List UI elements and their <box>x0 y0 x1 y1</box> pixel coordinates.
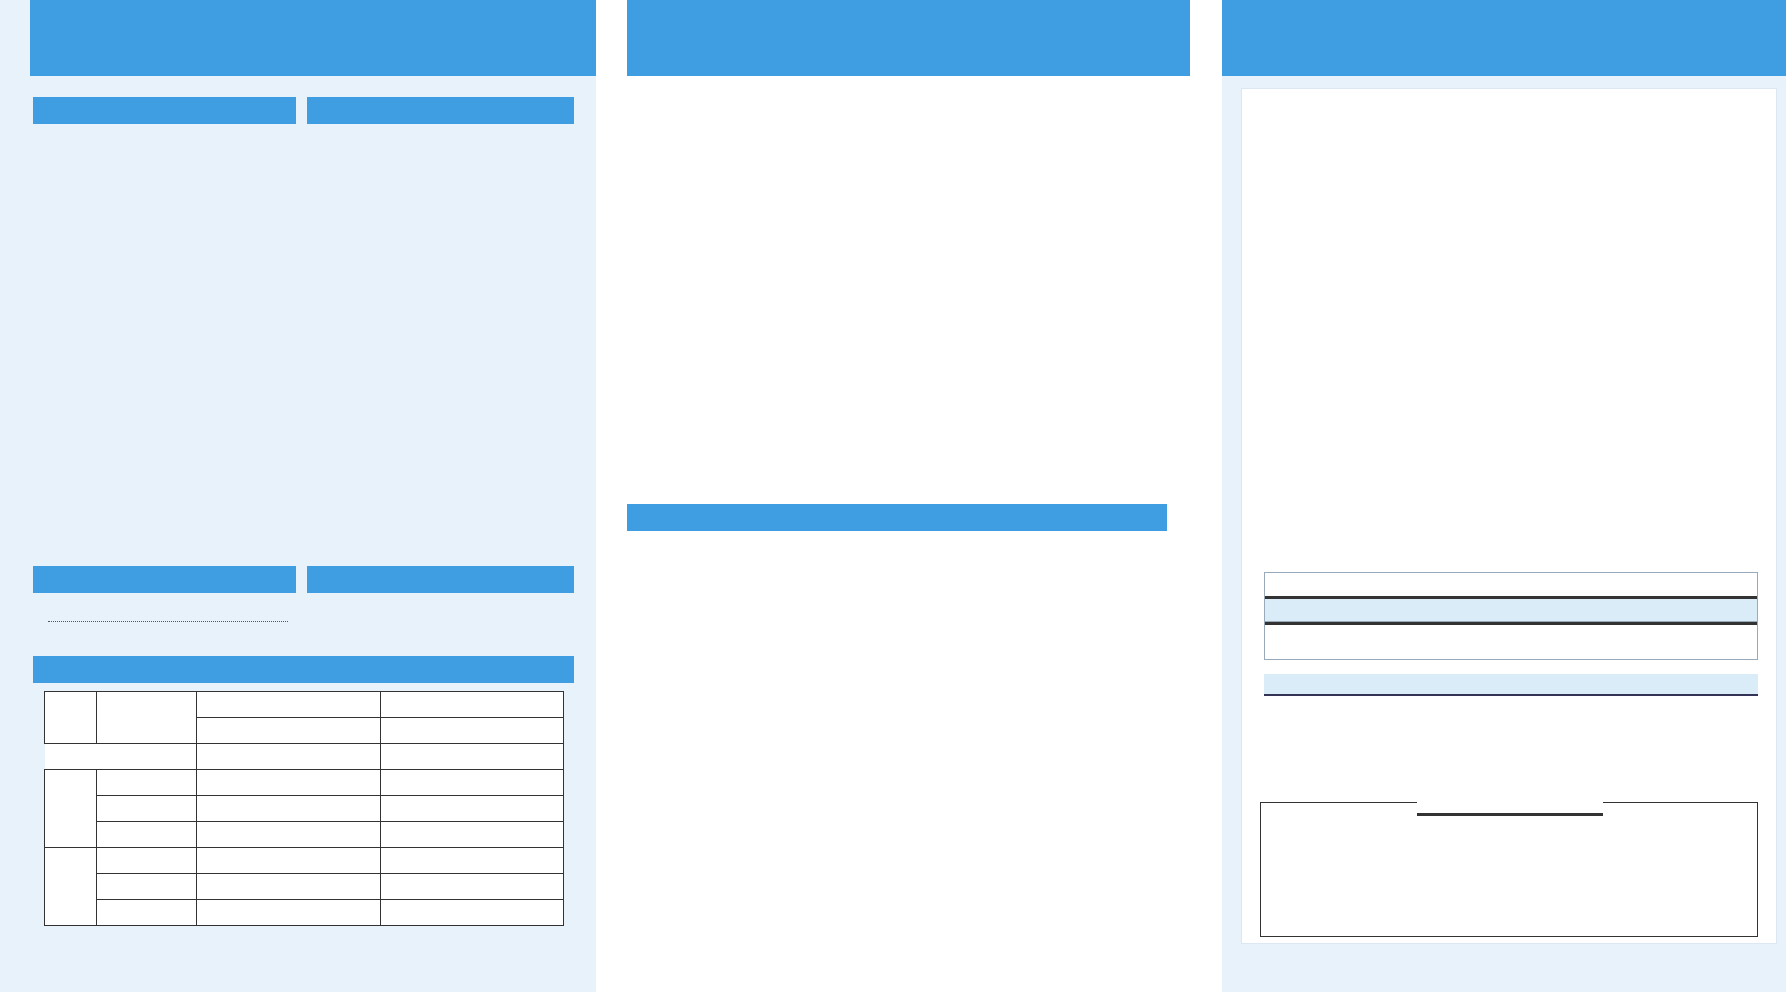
guide-cell <box>197 796 381 822</box>
offering-cell <box>197 900 381 926</box>
sunday-evening-header <box>33 97 296 124</box>
shift-label <box>97 874 197 900</box>
offering-label <box>45 848 97 926</box>
prayer-1st <box>197 692 381 718</box>
offering-cell <box>380 874 564 900</box>
staff-title <box>1417 792 1603 816</box>
prayer-wednesday <box>380 718 564 744</box>
worship-panel <box>0 0 596 992</box>
friday-prayer-header <box>307 566 574 593</box>
dawn-row-sermon <box>44 621 292 622</box>
date-2 <box>380 744 564 770</box>
car-schedule-box <box>1264 572 1758 660</box>
service-committee-header <box>33 656 574 683</box>
offering-cell <box>197 848 381 874</box>
guide-cell <box>197 822 381 848</box>
offering-cell <box>197 874 381 900</box>
prayer-2nd <box>380 692 564 718</box>
offering-panel <box>627 0 1190 992</box>
guide-cell <box>197 770 381 796</box>
prayer-sunday-pm <box>197 718 381 744</box>
zone-report-header <box>627 504 1167 531</box>
guide-cell <box>380 796 564 822</box>
offering-cell <box>380 848 564 874</box>
next-week-prayer-label <box>45 692 97 744</box>
date-1 <box>197 744 381 770</box>
dawn-prayer-header <box>33 566 296 593</box>
guide-cell <box>380 770 564 796</box>
guide-label <box>45 770 97 848</box>
wednesday-header <box>307 97 574 124</box>
mission-letter <box>1241 88 1777 944</box>
panel-header <box>1222 0 1786 76</box>
shift-label <box>97 770 197 796</box>
guide-cell <box>380 822 564 848</box>
shift-label <box>97 848 197 874</box>
panel-header <box>30 0 596 76</box>
panel-header <box>627 0 1190 76</box>
shift-label <box>97 822 197 848</box>
offering-guide-title <box>1264 674 1758 696</box>
staff-box <box>1260 802 1758 937</box>
service-table <box>44 691 564 926</box>
car-subtitle <box>1265 599 1757 621</box>
shift-label <box>97 796 197 822</box>
car-title <box>1265 573 1757 599</box>
car-note <box>1265 621 1757 625</box>
offering-cell <box>380 900 564 926</box>
shift-label <box>97 900 197 926</box>
sunday-am-label <box>97 692 197 744</box>
